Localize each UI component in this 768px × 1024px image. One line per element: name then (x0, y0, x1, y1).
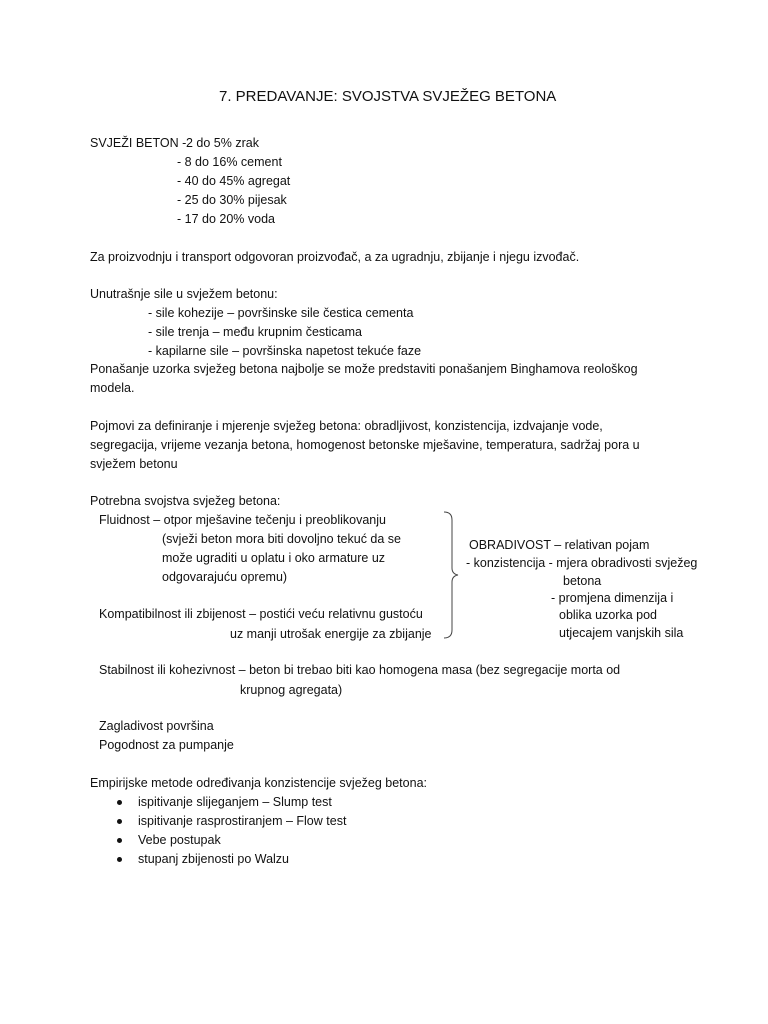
required-heading: Potrebna svojstva svježeg betona: (90, 494, 281, 508)
empirical-item-flow: ispitivanje rasprostiranjem – Flow test (138, 814, 347, 828)
stability-text-1: Stabilnost ili kohezivnost – beton bi trebao biti kao homogena masa (bez segregacije morta od (99, 663, 621, 677)
workability-line-3: betona (563, 574, 602, 588)
composition-item-aggregate: - 40 do 45% agregat (177, 174, 291, 188)
bingham-line-2: modela. (90, 381, 135, 395)
workability-line-1: OBRADIVOST – relativan pojam (469, 538, 650, 552)
composition-label: SVJEŽI BETON - (90, 136, 187, 150)
force-friction: - sile trenja – među krupnim česticama (148, 325, 362, 339)
stability-text-2: krupnog agregata) (240, 683, 343, 697)
bingham-line-1: Ponašanje uzorka svježeg betona najbolje se može predstaviti ponašanjem Binghamova reološkog (90, 362, 638, 376)
bullet-icon (117, 838, 122, 843)
internal-forces-heading: Unutrašnje sile u svježem betonu: (90, 287, 278, 301)
bullet-icon (117, 819, 122, 824)
empirical-heading: Empirijske metode određivanja konzistencije svježeg betona: (90, 776, 427, 790)
workability-line-6: utjecajem vanjskih sila (559, 626, 684, 640)
bullet-icon (117, 857, 122, 862)
empirical-item-vebe: Vebe postupak (138, 833, 221, 847)
compactness-text-2: uz manji utrošak energije za zbijanje (230, 627, 432, 641)
fluidity-note-2: može ugraditi u oplatu i oko armature uz (162, 551, 386, 565)
force-capillary: - kapilarne sile – površinska napetost tekuće faze (148, 344, 422, 358)
fluidity-note-3: odgovarajuću opremu) (162, 570, 288, 584)
terms-line-2: segregacija, vrijeme vezanja betona, homogenost betonske mješavine, temperatura, sadržaj pora u (90, 438, 640, 452)
composition-item-cement: - 8 do 16% cement (177, 155, 282, 169)
terms-line-3: svježem betonu (90, 457, 178, 471)
workability-line-2: - konzistencija - mjera obradivosti svježeg (466, 556, 698, 570)
empirical-item-walz: stupanj zbijenosti po Walzu (138, 852, 290, 866)
empirical-item-slump: ispitivanje slijeganjem – Slump test (138, 795, 332, 809)
workability-line-4: - promjena dimenzija i (551, 591, 674, 605)
responsibility-text: Za proizvodnju i transport odgovoran proizvođač, a za ugradnju, zbijanje i njegu izvođač. (90, 250, 580, 264)
fluidity-note-1: (svježi beton mora biti dovoljno tekuć da se (162, 532, 402, 546)
composition-item-air: 2 do 5% zrak (186, 136, 259, 150)
brace-bracket (442, 510, 462, 640)
composition-item-water: - 17 do 20% voda (177, 212, 275, 226)
terms-line-1: Pojmovi za definiranje i mjerenje svježeg betona: obradljivost, konzistencija, izdvajanje vode, (90, 419, 603, 433)
smoothness-text: Zagladivost površina (99, 719, 214, 733)
pumpability-text: Pogodnost za pumpanje (99, 738, 234, 752)
workability-line-5: oblika uzorka pod (559, 608, 657, 622)
composition-item-sand: - 25 do 30% pijesak (177, 193, 287, 207)
fluidity-text: Fluidnost – otpor mješavine tečenju i preoblikovanju (99, 513, 386, 527)
bullet-icon (117, 800, 122, 805)
page-title: 7. PREDAVANJE: SVOJSTVA SVJEŽEG BETONA (219, 88, 557, 105)
force-cohesion: - sile kohezije – površinske sile čestica cementa (148, 306, 414, 320)
compactness-text-1: Kompatibilnost ili zbijenost – postići veću relativnu gustoću (99, 607, 423, 621)
